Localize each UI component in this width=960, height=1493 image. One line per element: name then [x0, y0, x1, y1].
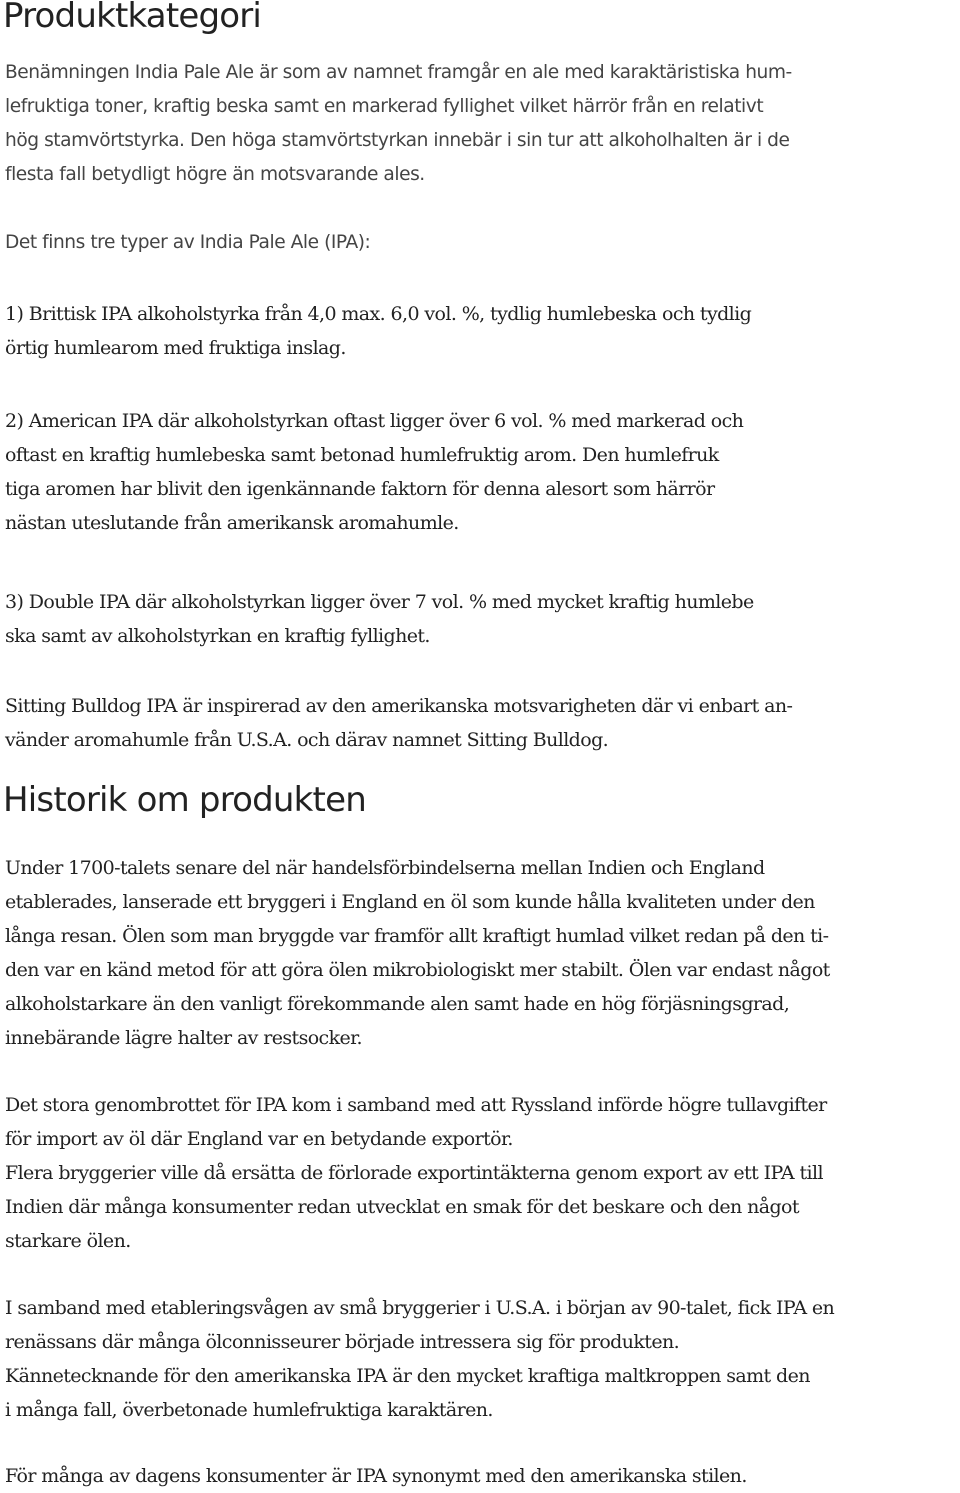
- text-line: lefruktiga toner, kraftig beska samt en markerad fyllighet vilket härrör från en relativt: [5, 96, 764, 117]
- text-line: Det stora genombrottet för IPA kom i samband med att Ryssland införde högre tullavgifter: [5, 1094, 827, 1116]
- text-line: För många av dagens konsumenter är IPA synonymt med den amerikanska stilen.: [5, 1465, 747, 1487]
- paragraph-history-1: [5, 851, 830, 1055]
- paragraph-type-3: [5, 585, 754, 653]
- text-line: starkare ölen.: [5, 1230, 131, 1252]
- text-line: ska samt av alkoholstyrkan en kraftig fyllighet.: [5, 625, 430, 647]
- paragraph-history-2: [5, 1088, 827, 1258]
- text-line: Det finns tre typer av India Pale Ale (IPA):: [5, 232, 371, 253]
- text-line: Flera bryggerier ville då ersätta de förlorade exportintäkterna genom export av ett IPA till: [5, 1162, 823, 1184]
- text-line: Indien där många konsumenter redan utvecklat en smak för det beskare och den något: [5, 1196, 799, 1218]
- paragraph-history-3: [5, 1291, 834, 1427]
- text-line: innebärande lägre halter av restsocker.: [5, 1027, 362, 1049]
- text-line: hög stamvörtstyrka. Den höga stamvörtstyrkan innebär i sin tur att alkoholhalten är i de: [5, 130, 790, 151]
- paragraph-sitting-bulldog: [5, 689, 792, 757]
- text-line: vänder aromahumle från U.S.A. och därav namnet Sitting Bulldog.: [5, 729, 609, 751]
- paragraph-intro: [5, 56, 792, 192]
- text-line: I samband med etableringsvågen av små bryggerier i U.S.A. i början av 90-talet, fick IPA en: [5, 1297, 835, 1319]
- text-line: etablerades, lanserade ett bryggeri i England en öl som kunde hålla kvaliteten under den: [5, 891, 815, 913]
- heading-historik: Historik om produkten: [3, 780, 366, 820]
- text-line: 2) American IPA där alkoholstyrkan oftast ligger över 6 vol. % med markerad och: [5, 410, 744, 432]
- text-line: oftast en kraftig humlebeska samt betonad humlefruktig arom. Den humlefruk: [5, 444, 719, 466]
- text-line: 3) Double IPA där alkoholstyrkan ligger över 7 vol. % med mycket kraftig humlebe: [5, 591, 754, 613]
- heading-produktkategori: Produktkategori: [3, 0, 262, 36]
- text-line: tiga aromen har blivit den igenkännande faktorn för denna alesort som härrör: [5, 478, 715, 500]
- text-line: Kännetecknande för den amerikanska IPA är den mycket kraftiga maltkroppen samt den: [5, 1365, 810, 1387]
- paragraph-type-1: [5, 297, 751, 365]
- text-line: långa resan. Ölen som man bryggde var framför allt kraftigt humlad vilket redan på den ti-: [5, 925, 829, 947]
- text-line: Benämningen India Pale Ale är som av namnet framgår en ale med karaktäristiska hum-: [5, 62, 792, 83]
- paragraph-history-4: [5, 1459, 747, 1493]
- text-line: alkoholstarkare än den vanligt förekommande alen samt hade en hög förjäsningsgrad,: [5, 993, 790, 1015]
- paragraph-type-2: [5, 404, 743, 540]
- text-line: för import av öl där England var en betydande exportör.: [5, 1128, 513, 1150]
- paragraph-types-heading: [5, 226, 370, 260]
- text-line: den var en känd metod för att göra ölen mikrobiologiskt mer stabilt. Ölen var endast något: [5, 959, 830, 981]
- text-line: renässans där många ölconnisseurer började intressera sig för produkten.: [5, 1331, 680, 1353]
- text-line: flesta fall betydligt högre än motsvarande ales.: [5, 164, 425, 185]
- text-line: Sitting Bulldog IPA är inspirerad av den amerikanska motsvarigheten där vi enbart an-: [5, 695, 793, 717]
- text-line: örtig humlearom med fruktiga inslag.: [5, 337, 346, 359]
- text-line: Under 1700-talets senare del när handelsförbindelserna mellan Indien och England: [5, 857, 765, 879]
- text-line: 1) Brittisk IPA alkoholstyrka från 4,0 max. 6,0 vol. %, tydlig humlebeska och tydlig: [5, 303, 752, 325]
- text-line: i många fall, överbetonade humlefruktiga karaktären.: [5, 1399, 493, 1421]
- text-line: nästan uteslutande från amerikansk aromahumle.: [5, 512, 459, 534]
